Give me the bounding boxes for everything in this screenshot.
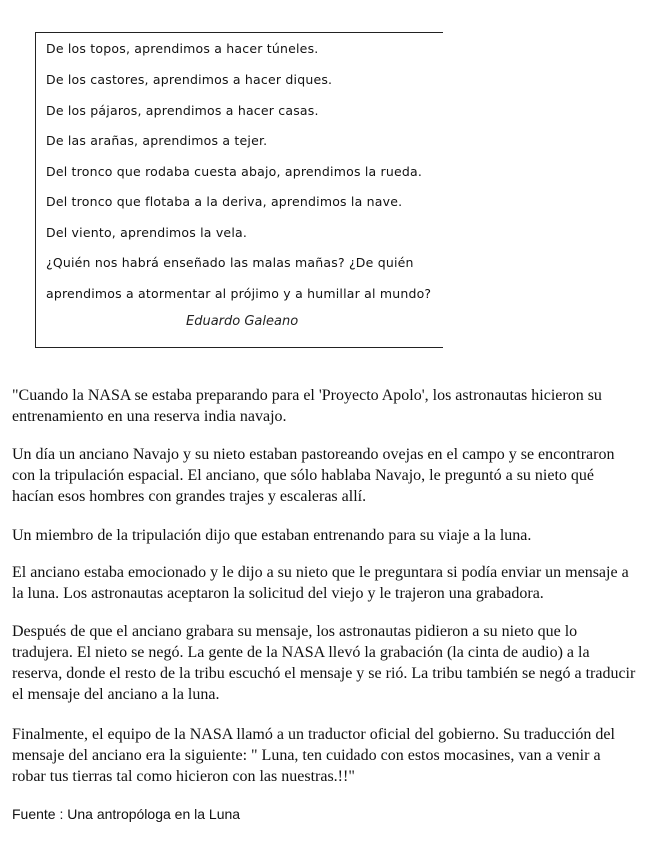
poem-line-1: De los topos, aprendimos a hacer túneles. [46, 41, 319, 56]
poem-line-6: Del tronco que flotaba a la deriva, aprendimos la nave. [46, 194, 403, 209]
story-paragraph-3: Un miembro de la tripulación dijo que estaban entrenando para su viaje a la luna. [12, 527, 532, 544]
story-paragraph-4: El anciano estaba emocionado y le dijo a su nieto que le preguntara si podía enviar un mensaje a la luna. Los astronautas aceptaron la solicitud del viejo y le trajeron una grabadora. [12, 564, 629, 602]
story-paragraph-1: "Cuando la NASA se estaba preparando para el 'Proyecto Apolo', los astronautas hicieron su entrenamiento en una reserva india navajo. [12, 387, 602, 425]
poem-box [35, 32, 443, 348]
poem-line-9: aprendimos a atormentar al prójimo y a humillar al mundo? [46, 286, 432, 301]
poem-line-2: De los castores, aprendimos a hacer diques. [46, 72, 333, 87]
poem-line-8: ¿Quién nos habrá enseñado las malas mañas? ¿De quién [46, 255, 414, 270]
poem-line-7: Del viento, aprendimos la vela. [46, 225, 248, 240]
poem-line-5: Del tronco que rodaba cuesta abajo, aprendimos la rueda. [46, 164, 423, 179]
story-paragraph-6: Finalmente, el equipo de la NASA llamó a un traductor oficial del gobierno. Su traducción del mensaje del anciano era la siguiente: " Luna, ten cuidado con estos mocasines, van a venir a robar tus tierras tal como hicieron con las nuestras.!!" [12, 726, 615, 785]
source-citation: Fuente : Una antropóloga en la Luna [12, 806, 241, 822]
story-paragraph-2: Un día un anciano Navajo y su nieto estaban pastoreando ovejas en el campo y se encontraron con la tripulación espacial. El anciano, que sólo hablaba Navajo, le preguntó a su nieto qué hacían esos hombres con grandes trajes y escaleras allí. [12, 446, 615, 505]
poem-line-4: De las arañas, aprendimos a tejer. [46, 133, 268, 148]
poem-author: Eduardo Galeano [186, 314, 299, 329]
poem-line-3: De los pájaros, aprendimos a hacer casas. [46, 103, 319, 118]
story-paragraph-5: Después de que el anciano grabara su mensaje, los astronautas pidieron a su nieto que lo tradujera. El nieto se negó. La gente de la NASA llevó la grabación (la cinta de audio) a la reserva, donde el resto de la tribu escuchó el mensaje y se rió. La tribu también se negó a traducir el mensaje del anciano a la luna. [12, 623, 636, 703]
